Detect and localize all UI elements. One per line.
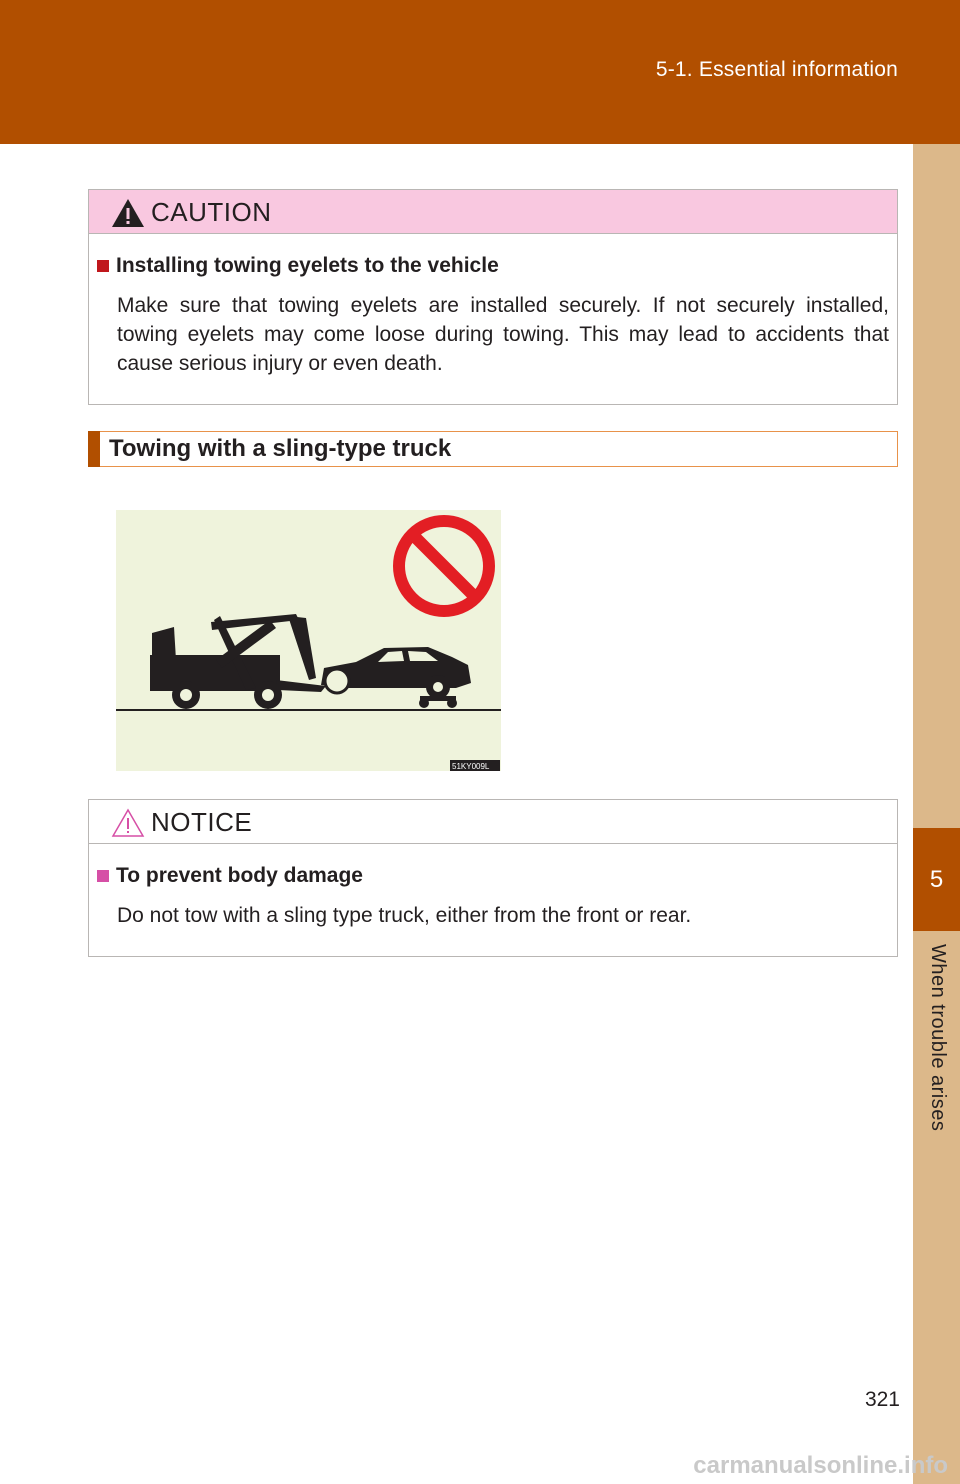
page-number: 321 xyxy=(864,1388,900,1411)
notice-item-title-text: To prevent body damage xyxy=(116,864,363,887)
caution-item-title-text: Installing towing eyelets to the vehicle xyxy=(116,254,499,277)
sling-truck-illustration xyxy=(116,510,501,771)
caution-box xyxy=(88,189,898,405)
watermark: carmanualsonline.info xyxy=(693,1452,948,1479)
chapter-number: 5 xyxy=(913,828,960,931)
caution-label: CAUTION xyxy=(151,197,272,227)
square-bullet-icon xyxy=(97,260,109,272)
caution-header xyxy=(89,190,897,234)
figure-code: 51KY009L xyxy=(452,762,490,771)
page-header xyxy=(0,0,960,144)
caution-item-title xyxy=(97,254,499,278)
caution-body: Make sure that towing eyelets are installed securely. If not securely installed, towing eyelets may come loose during towing. This may lead to accidents that cause serious injury or even death. xyxy=(117,294,889,375)
notice-body: Do not tow with a sling type truck, either from the front or rear. xyxy=(117,904,692,927)
side-tab xyxy=(913,144,960,1484)
chapter-label: When trouble arises xyxy=(927,944,949,1132)
notice-item-title xyxy=(97,864,363,888)
section-accent xyxy=(88,431,100,467)
notice-triangle-icon xyxy=(111,808,145,838)
notice-box xyxy=(88,799,898,957)
section-heading xyxy=(88,431,898,467)
notice-header xyxy=(89,800,897,844)
square-bullet-icon xyxy=(97,870,109,882)
section-title-text: Towing with a sling-type truck xyxy=(109,435,452,462)
section-title: 5-1. Essential information xyxy=(655,58,898,81)
warning-triangle-icon xyxy=(111,198,145,228)
notice-label: NOTICE xyxy=(151,807,253,837)
